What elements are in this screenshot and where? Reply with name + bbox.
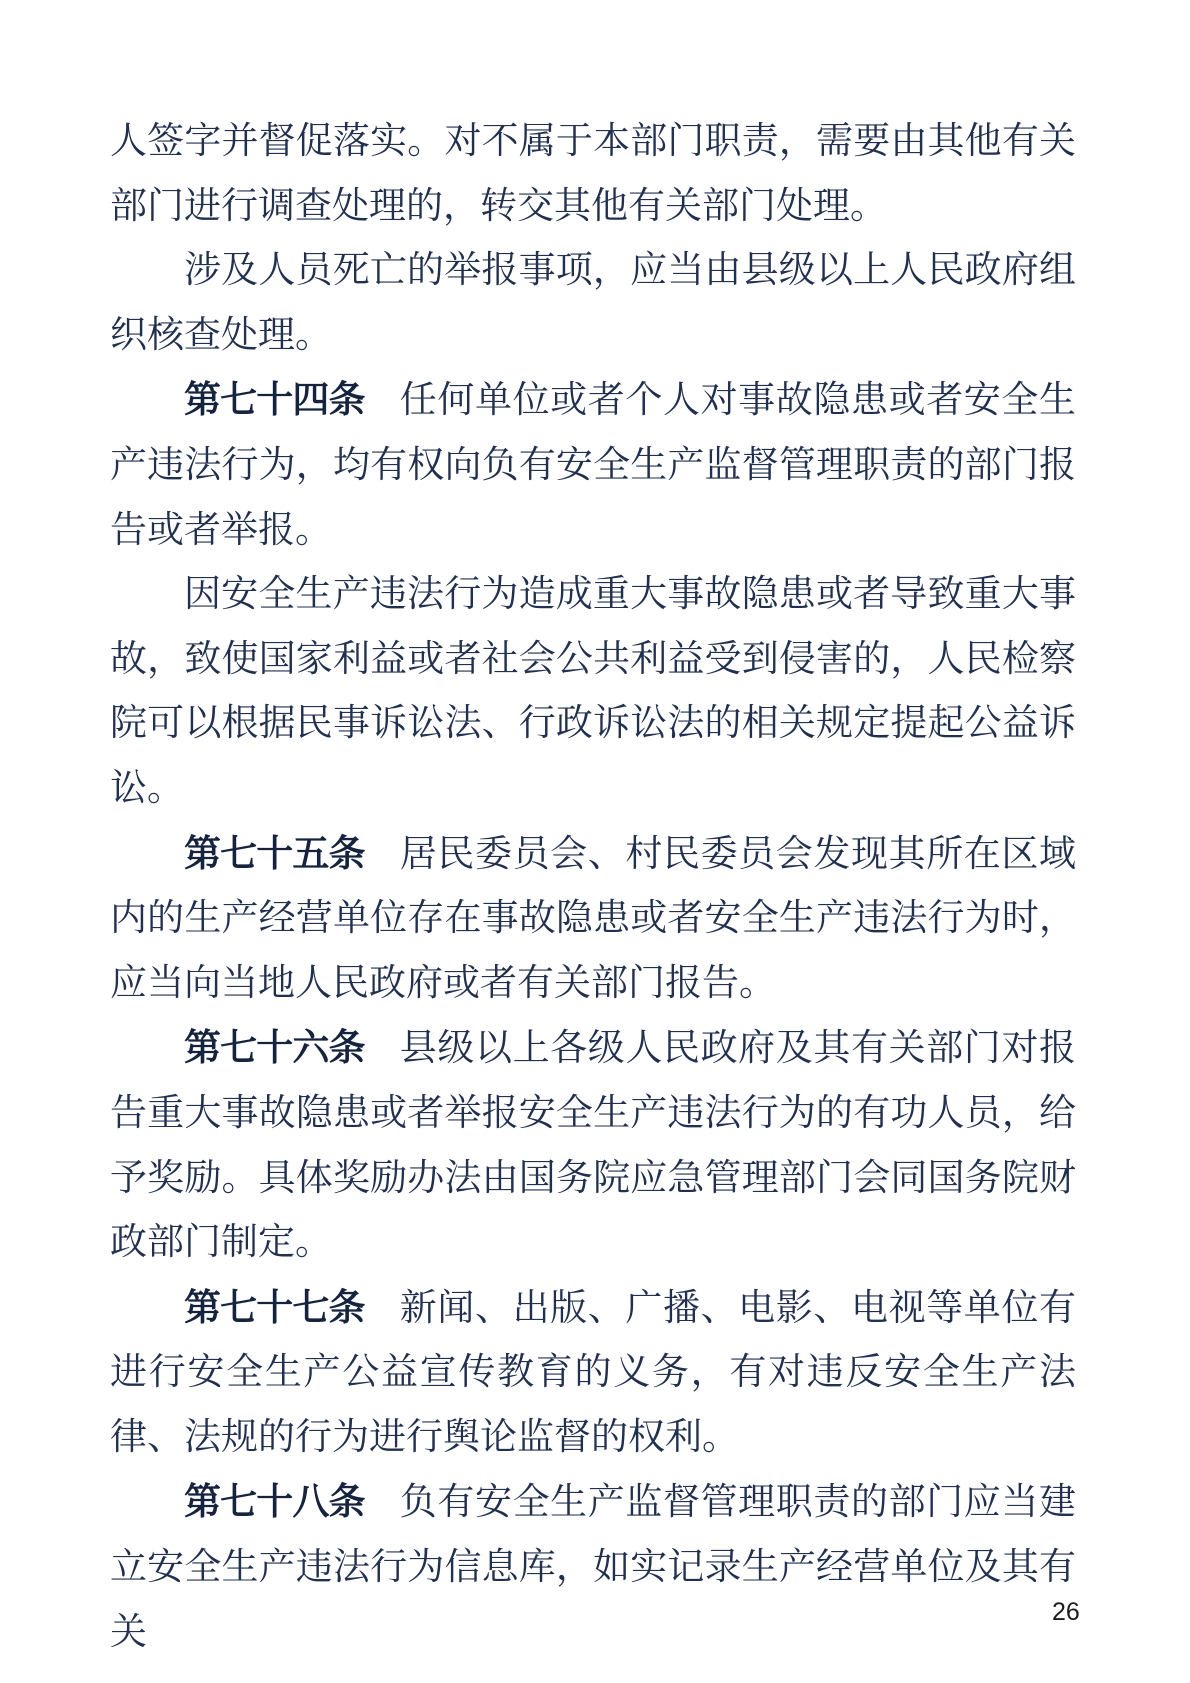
paragraph-text: 县级以上各级人民政府及其有关部门对报告重大事故隐患或者举报安全生产违法行为的有功人员，给予奖励。具体奖励办法由国务院应急管理部门会同国务院财政部门制定。: [110, 1028, 1077, 1264]
article-paragraph: [110, 1276, 1076, 1471]
paragraph-text: 居民委员会、村民委员会发现其所在区域内的生产经营单位存在事故隐患或者安全生产违法行为时，应当向当地人民政府或者有关部门报告。: [110, 833, 1077, 1004]
body-paragraph: [110, 563, 1076, 821]
article-number: 第七十八条: [184, 1481, 365, 1523]
article-number: 第七十七条: [184, 1286, 365, 1328]
article-number: 第七十四条: [184, 379, 365, 421]
paragraph-text: 因安全生产违法行为造成重大事故隐患或者导致重大事故，致使国家利益或者社会公共利益受到侵害的，人民检察院可以根据民事诉讼法、行政诉讼法的相关规定提起公益诉讼。: [110, 574, 1076, 809]
document-body: [110, 110, 1076, 1665]
article-paragraph: [110, 1470, 1076, 1665]
article-paragraph: [110, 1016, 1076, 1275]
paragraph-text: 新闻、出版、广播、电影、电视等单位有进行安全生产公益宣传教育的义务，有对违反安全生产法律、法规的行为进行舆论监督的权利。: [110, 1287, 1077, 1458]
paragraph-text: 任何单位或者个人对事故隐患或者安全生产违法行为，均有权向负有安全生产监督管理职责的部门报告或者举报。: [110, 380, 1077, 551]
article-number: 第七十六条: [184, 1027, 365, 1069]
paragraph-text: 负有安全生产监督管理职责的部门应当建立安全生产违法行为信息库，如实记录生产经营单位及其有关: [110, 1482, 1077, 1653]
page-number: 26: [1052, 1598, 1080, 1626]
body-paragraph: [110, 110, 1076, 239]
body-paragraph: [110, 239, 1076, 368]
article-number: 第七十五条: [184, 832, 365, 874]
paragraph-text: 人签字并督促落实。对不属于本部门职责，需要由其他有关部门进行调查处理的，转交其他有关部门处理。: [110, 121, 1076, 227]
paragraph-text: 涉及人员死亡的举报事项，应当由县级以上人民政府组织核查处理。: [110, 250, 1076, 356]
article-paragraph: [110, 368, 1076, 563]
article-paragraph: [110, 822, 1076, 1017]
